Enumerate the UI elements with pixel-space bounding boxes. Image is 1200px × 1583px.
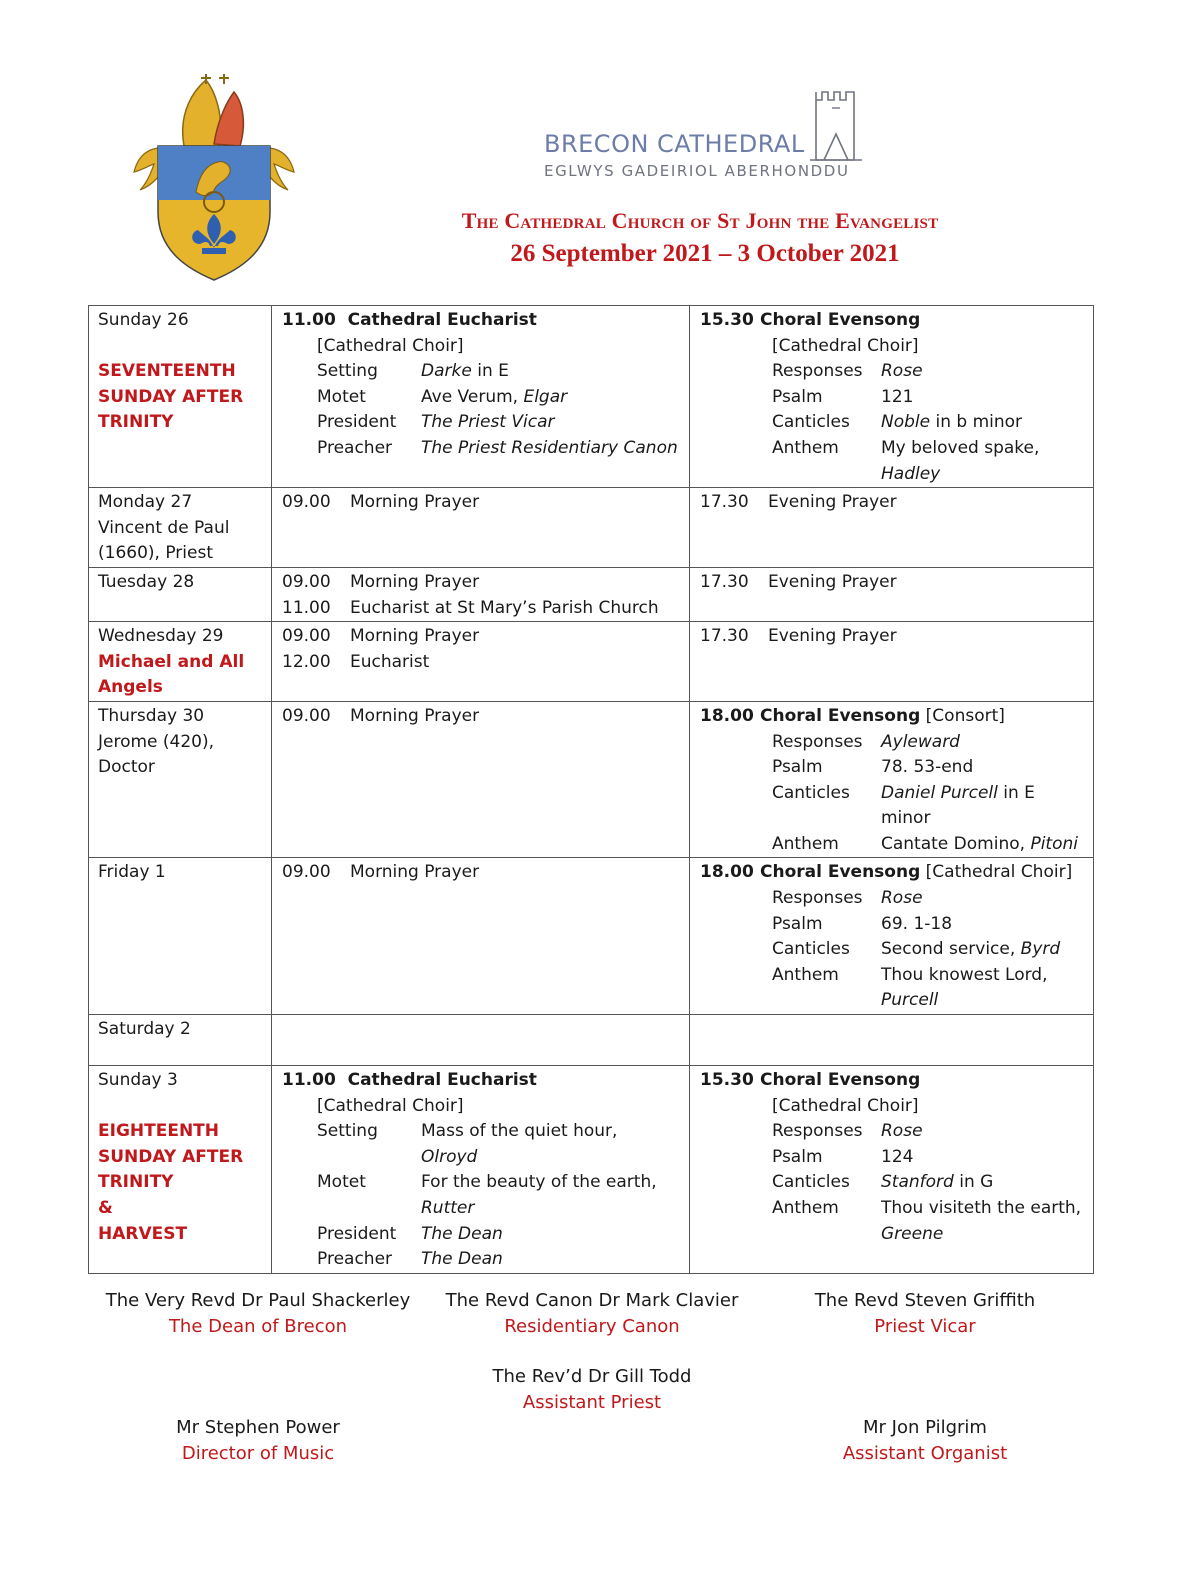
item-value: The Priest Vicar	[421, 412, 555, 433]
item-value: Second service,	[881, 939, 1021, 960]
service-time: 18.00	[700, 862, 754, 883]
feast-label: &	[98, 1198, 113, 1218]
staff-name: Mr Jon Pilgrim	[863, 1417, 987, 1438]
staff-role: Residentiary Canon	[504, 1316, 680, 1337]
day-label: Sunday 3	[98, 1070, 178, 1091]
item-value: 78. 53-end	[881, 757, 974, 778]
service-time: 09.00	[282, 571, 331, 592]
day-label: Wednesday 29	[98, 626, 224, 647]
date-range: 26 September 2021 – 3 October 2021	[510, 240, 900, 267]
service-title: Evening Prayer	[768, 492, 897, 513]
item-key: Responses	[772, 731, 863, 752]
item-value: Rose	[881, 361, 923, 382]
item-key: Anthem	[772, 833, 839, 854]
service-title: Morning Prayer	[350, 862, 480, 883]
composer: Rutter	[421, 1198, 475, 1218]
service-title: Evening Prayer	[768, 571, 897, 592]
item-key: Anthem	[772, 1198, 839, 1218]
service-title: Morning Prayer	[350, 492, 480, 513]
service-time: 09.00	[282, 705, 331, 726]
item-key: Responses	[772, 1121, 863, 1142]
feast-label: SEVENTEENTH	[98, 361, 236, 382]
item-key: Setting	[317, 361, 378, 382]
choir-label: [Consort]	[920, 705, 1005, 726]
choir-label: [Cathedral Choir]	[772, 1095, 919, 1116]
service-time: 11.00	[282, 597, 331, 618]
composer: Daniel Purcell	[881, 782, 998, 803]
service-title: Evening Prayer	[768, 626, 897, 647]
service-title: 11.00 Cathedral Eucharist	[282, 310, 537, 330]
service-title: Choral Evensong	[760, 1070, 921, 1091]
item-key: Motet	[317, 386, 366, 407]
service-time: 09.00	[282, 492, 331, 513]
staff-role: Assistant Organist	[842, 1443, 1008, 1464]
saint-label: Vincent de Paul	[98, 517, 230, 538]
saint-label: (1660), Priest	[98, 543, 213, 564]
staff-role: Assistant Priest	[522, 1392, 662, 1413]
feast-label: Angels	[98, 677, 163, 698]
table-row	[89, 488, 1094, 568]
item-key: Psalm	[772, 757, 823, 778]
item-value: Ayleward	[881, 731, 960, 752]
feast-label: SUNDAY AFTER	[98, 1146, 244, 1167]
table-row	[89, 622, 1094, 702]
staff-role: Director of Music	[181, 1443, 335, 1464]
item-value: The Dean	[421, 1249, 503, 1270]
staff-entry	[412, 1364, 772, 1416]
composer: Byrd	[1020, 939, 1061, 960]
item-value: in G	[953, 1172, 994, 1193]
service-time: 17.30	[700, 492, 749, 513]
logo-name: BRECON CATHEDRAL	[544, 130, 805, 158]
item-key: Canticles	[772, 939, 850, 960]
item-value: Cantate Domino,	[881, 833, 1031, 854]
item-key: Psalm	[772, 386, 823, 407]
composer: Olroyd	[421, 1146, 478, 1167]
item-value: minor	[881, 808, 931, 829]
item-value: Mass of the quiet hour,	[421, 1121, 618, 1142]
brecon-cathedral-logo	[540, 88, 870, 184]
item-value: in E	[997, 782, 1035, 803]
table-row	[89, 858, 1094, 1015]
feast-label: Michael and All	[98, 651, 245, 672]
feast-label: EIGHTEENTH	[98, 1121, 219, 1142]
choir-label: [Cathedral Choir]	[772, 335, 919, 356]
service-title: Eucharist	[350, 651, 430, 672]
table-row	[89, 306, 1094, 488]
service-time: 12.00	[282, 651, 331, 672]
service-title: Choral Evensong	[760, 705, 921, 726]
item-key: Responses	[772, 361, 863, 382]
composer: Stanford	[881, 1172, 954, 1193]
choir-label: [Cathedral Choir]	[317, 1095, 464, 1116]
item-key: Canticles	[772, 782, 850, 803]
service-title: Morning Prayer	[350, 705, 480, 726]
service-title: Morning Prayer	[350, 571, 480, 592]
choir-label: [Cathedral Choir]	[317, 335, 464, 356]
composer: Greene	[881, 1223, 944, 1244]
staff-entry	[78, 1288, 438, 1340]
day-label: Thursday 30	[98, 705, 205, 726]
composer: Darke	[421, 361, 472, 382]
table-row	[89, 567, 1094, 621]
choir-label: [Cathedral Choir]	[920, 862, 1073, 883]
item-value: My beloved spake,	[881, 437, 1040, 458]
item-key: Anthem	[772, 964, 839, 985]
service-time: 17.30	[700, 626, 749, 647]
composer: Elgar	[523, 386, 568, 407]
staff-name: The Very Revd Dr Paul Shackerley	[105, 1290, 411, 1311]
service-title: Morning Prayer	[350, 626, 480, 647]
item-value: in b minor	[930, 412, 1023, 433]
staff-entry	[78, 1415, 438, 1467]
item-value: 124	[881, 1146, 914, 1167]
day-label: Tuesday 28	[98, 571, 195, 592]
service-title: Eucharist at St Mary’s Parish Church	[350, 597, 659, 618]
staff-entry	[745, 1415, 1105, 1467]
day-label: Monday 27	[98, 492, 193, 513]
saint-label: Jerome (420),	[98, 731, 215, 752]
table-row	[89, 701, 1094, 858]
item-key: Canticles	[772, 412, 850, 433]
item-key: Psalm	[772, 913, 823, 934]
day-label: Friday 1	[98, 862, 166, 883]
item-value: For the beauty of the earth,	[421, 1172, 657, 1193]
service-title: Choral Evensong	[760, 310, 921, 330]
service-time: 15.30	[700, 1070, 754, 1091]
day-label: Saturday 2	[98, 1019, 191, 1040]
staff-name: The Revd Steven Griffith	[814, 1290, 1036, 1311]
composer: Hadley	[881, 463, 941, 484]
item-value: The Dean	[421, 1223, 503, 1244]
composer: Pitoni	[1030, 833, 1078, 854]
item-value: 121	[881, 386, 914, 407]
item-key: President	[317, 1223, 397, 1244]
service-schedule-table	[88, 305, 1094, 1274]
page-title	[300, 208, 1100, 234]
item-key: Setting	[317, 1121, 378, 1142]
service-time: 09.00	[282, 862, 331, 883]
item-value: Rose	[881, 1121, 923, 1142]
day-label: Sunday 26	[98, 310, 189, 330]
staff-role: Priest Vicar	[874, 1316, 976, 1337]
saint-label: Doctor	[98, 757, 155, 778]
staff-role: The Dean of Brecon	[168, 1316, 348, 1337]
item-key: Canticles	[772, 1172, 850, 1193]
item-key: Preacher	[317, 437, 393, 458]
item-value: Ave Verum,	[421, 386, 524, 407]
logo-subtitle: EGLWYS GADEIRIOL ABERHONDDU	[544, 162, 850, 180]
table-row	[89, 1015, 1094, 1066]
feast-label: TRINITY	[98, 412, 174, 433]
staff-name: The Revd Canon Dr Mark Clavier	[445, 1290, 739, 1311]
diocese-crest-icon	[128, 72, 300, 282]
item-key: President	[317, 412, 397, 433]
item-key: Motet	[317, 1172, 366, 1193]
item-value: Thou knowest Lord,	[881, 964, 1048, 985]
service-time: 09.00	[282, 626, 331, 647]
cathedral-tower-icon	[810, 88, 862, 168]
staff-name: The Rev’d Dr Gill Todd	[492, 1366, 692, 1387]
service-title: Choral Evensong	[760, 862, 921, 883]
item-key: Psalm	[772, 1146, 823, 1167]
table-row	[89, 1066, 1094, 1274]
staff-entry	[412, 1288, 772, 1340]
item-key: Responses	[772, 888, 863, 909]
church-name: The Cathedral Church of St John the Evangelist	[461, 208, 939, 233]
composer: Purcell	[881, 990, 939, 1011]
item-value: Rose	[881, 888, 923, 909]
service-time: 18.00	[700, 705, 754, 726]
feast-label: SUNDAY AFTER	[98, 386, 244, 407]
staff-entry	[745, 1288, 1105, 1340]
item-key: Anthem	[772, 437, 839, 458]
item-key: Preacher	[317, 1249, 393, 1270]
item-value: 69. 1-18	[881, 913, 953, 934]
service-time: 15.30	[700, 310, 754, 330]
staff-name: Mr Stephen Power	[176, 1417, 340, 1438]
service-time: 17.30	[700, 571, 749, 592]
item-value: in E	[471, 361, 509, 382]
composer: Noble	[881, 412, 931, 433]
feast-label: HARVEST	[98, 1223, 188, 1244]
item-value: Thou visiteth the earth,	[881, 1198, 1082, 1218]
service-title: 11.00 Cathedral Eucharist	[282, 1070, 537, 1091]
feast-label: TRINITY	[98, 1172, 174, 1193]
item-value: The Priest Residentiary Canon	[421, 437, 678, 458]
